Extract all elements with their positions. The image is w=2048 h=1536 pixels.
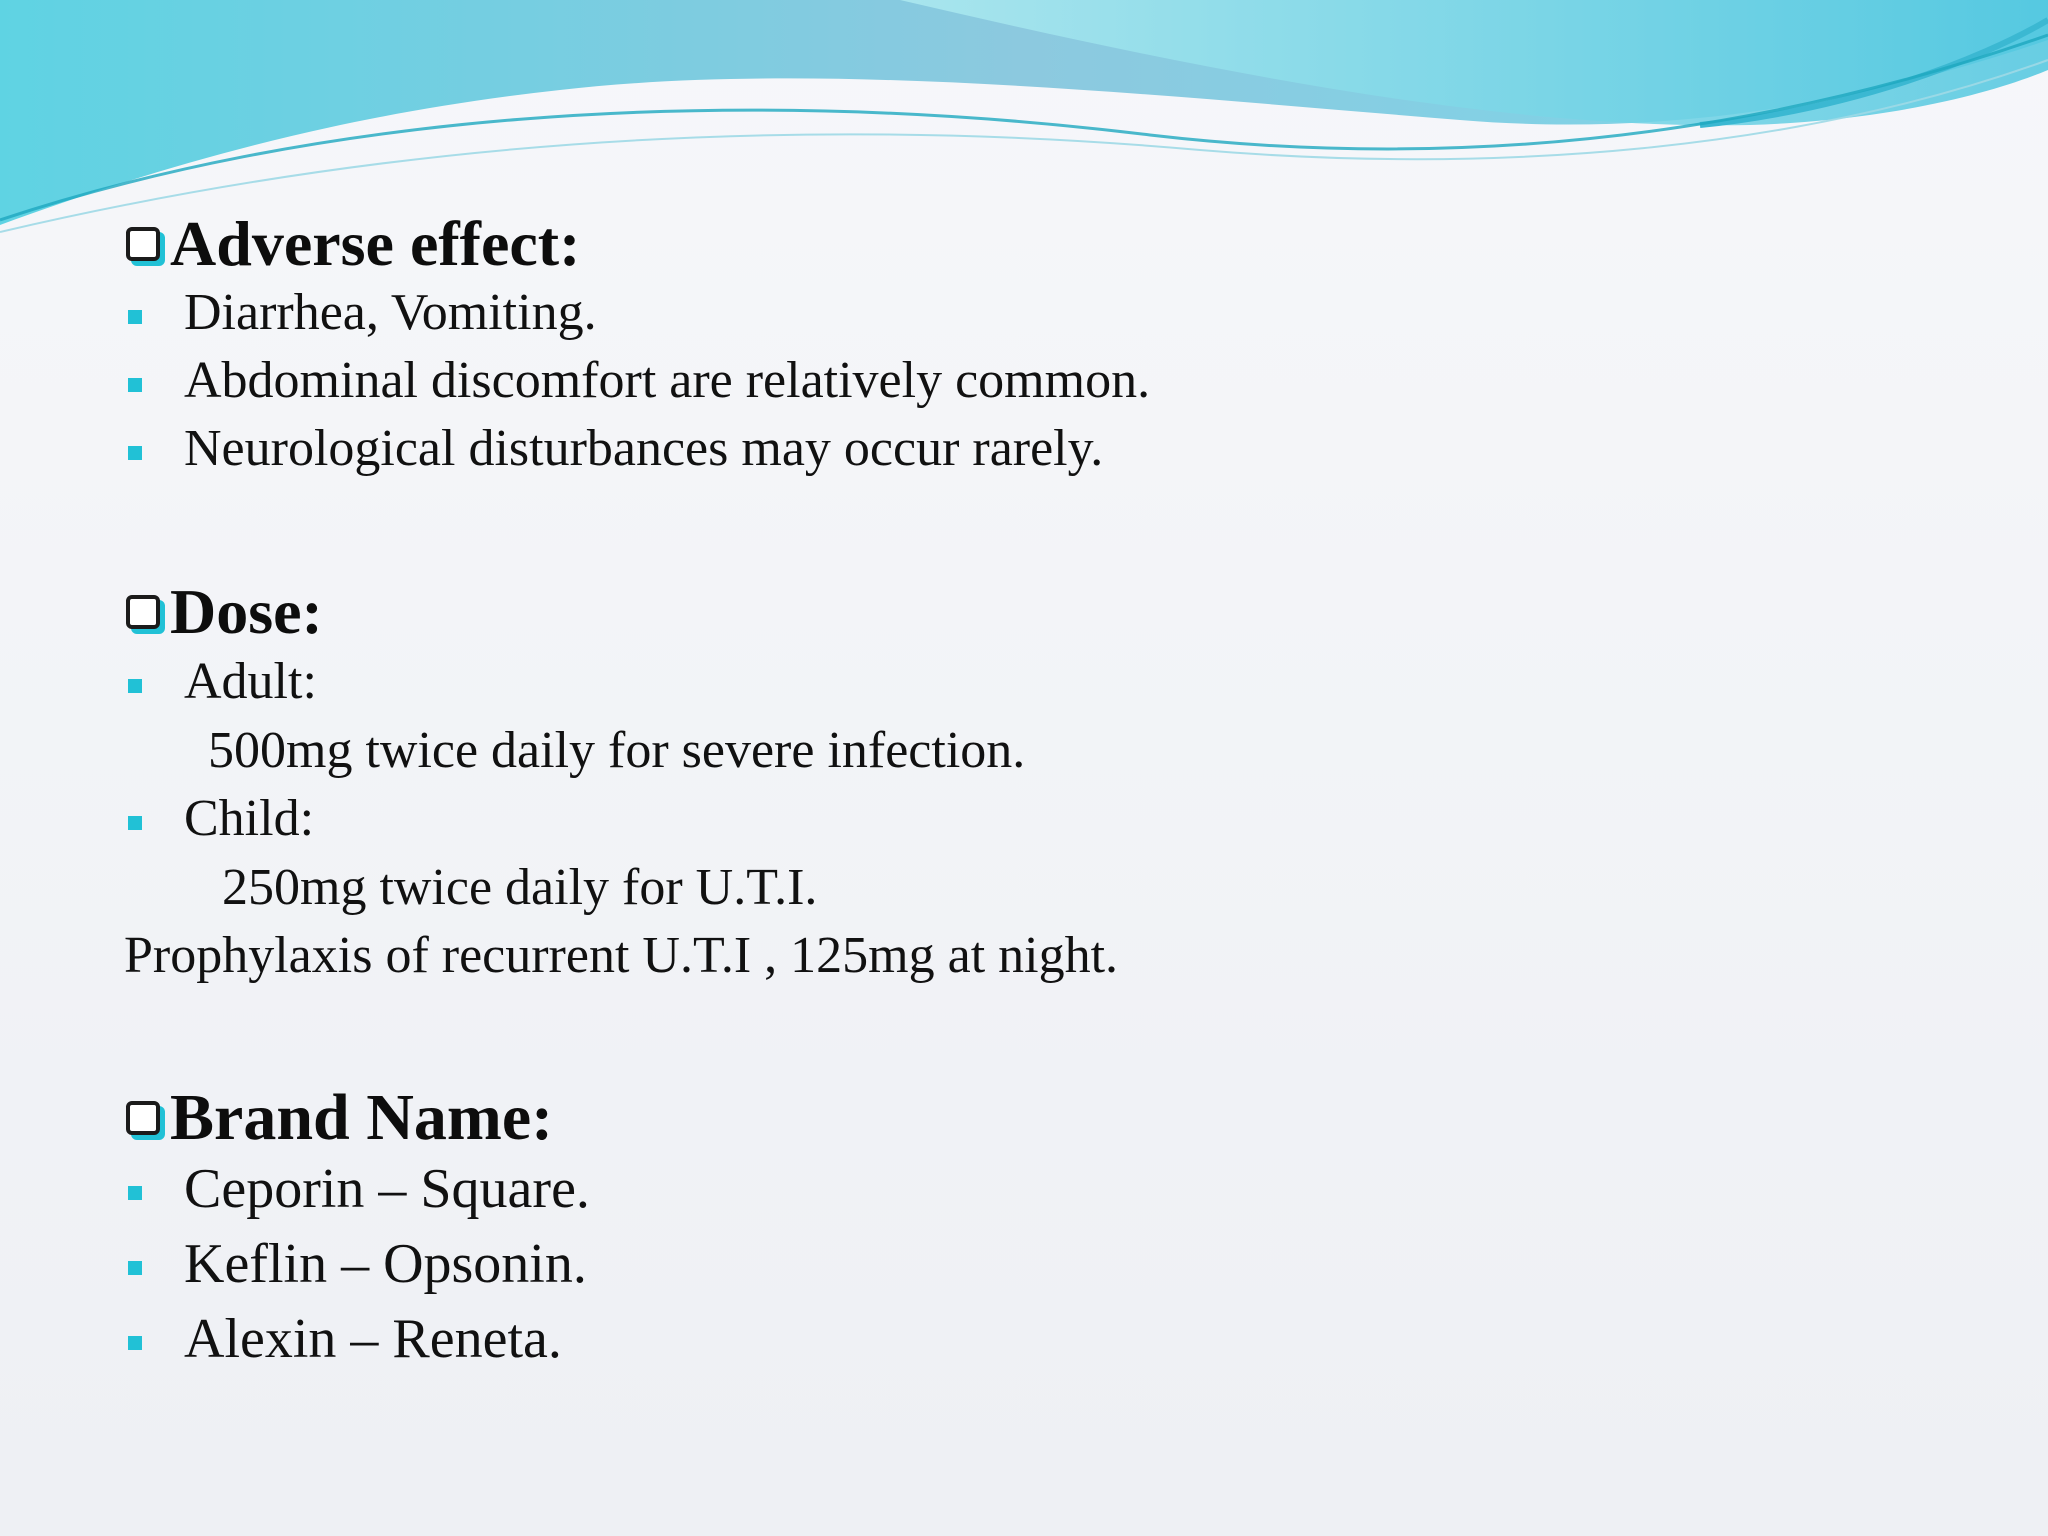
square-bullet-icon [128, 446, 142, 460]
square-bullet-icon [128, 679, 142, 693]
brand-heading-text: Brand Name: [170, 1081, 554, 1154]
checkbox-bullet-icon [126, 227, 160, 261]
brand-name-heading [126, 1080, 553, 1156]
adverse-heading-text: Adverse effect: [170, 208, 581, 279]
dose-prophylaxis: Prophylaxis of recurrent U.T.I , 125mg at night. [124, 927, 1119, 984]
adverse-item: Neurological disturbances may occur rarely. [184, 420, 1104, 477]
adverse-effect-heading [126, 207, 580, 281]
checkbox-bullet-icon [126, 1101, 160, 1135]
adverse-item: Abdominal discomfort are relatively common. [184, 352, 1151, 409]
square-bullet-icon [128, 378, 142, 392]
dose-heading [126, 575, 323, 649]
square-bullet-icon [128, 1186, 142, 1200]
dose-child-label: Child: [184, 790, 315, 847]
dose-adult-detail: 500mg twice daily for severe infection. [208, 722, 1026, 779]
adverse-item: Diarrhea, Vomiting. [184, 284, 597, 341]
brand-item: Keflin – Opsonin. [184, 1233, 587, 1295]
square-bullet-icon [128, 816, 142, 830]
header-wave-decoration [0, 0, 2048, 240]
square-bullet-icon [128, 1336, 142, 1350]
square-bullet-icon [128, 1261, 142, 1275]
checkbox-bullet-icon [126, 595, 160, 629]
square-bullet-icon [128, 310, 142, 324]
dose-adult-label: Adult: [184, 653, 317, 710]
brand-item: Ceporin – Square. [184, 1158, 590, 1220]
dose-heading-text: Dose: [170, 576, 323, 647]
brand-item: Alexin – Reneta. [184, 1308, 562, 1370]
dose-child-detail: 250mg twice daily for U.T.I. [222, 859, 818, 916]
